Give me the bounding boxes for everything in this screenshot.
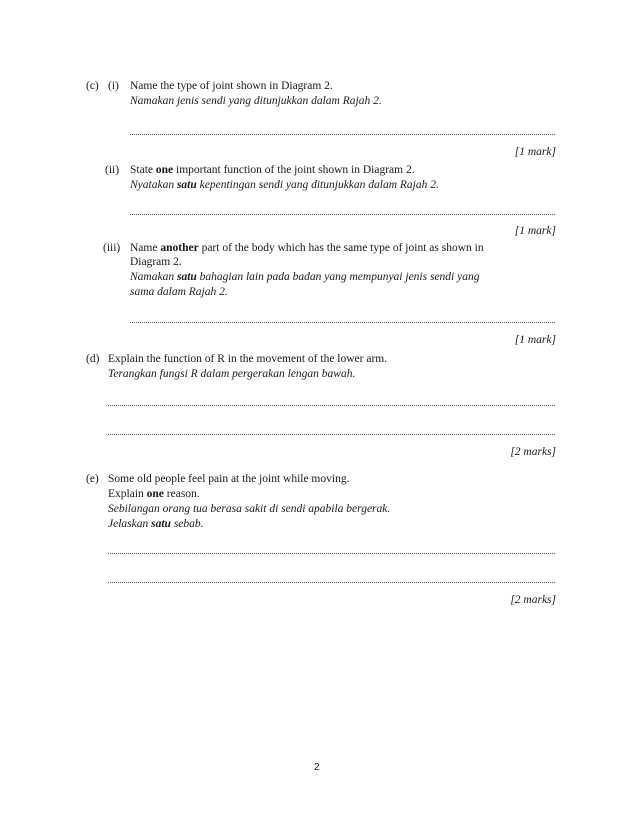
answer-line-c-i[interactable] <box>130 134 555 135</box>
question-e-english-1: Some old people feel pain at the joint while moving. <box>108 473 350 485</box>
question-c-i-malay: Namakan jenis sendi yang ditunjukkan dalam Rajah 2. <box>130 95 382 107</box>
part-d-label: (d) <box>86 353 100 365</box>
question-e-malay-1: Sebilangan orang tua berasa sakit di sendi apabila bergerak. <box>108 503 391 515</box>
answer-line-d-2[interactable] <box>108 434 555 435</box>
answer-line-c-ii[interactable] <box>130 214 555 215</box>
marks-c-i: [1 mark] <box>514 146 556 158</box>
marks-c-iii: [1 mark] <box>514 334 556 346</box>
marks-c-ii: [1 mark] <box>514 225 556 237</box>
part-c-label: (c) <box>86 80 99 92</box>
part-c-i-label: (i) <box>108 80 119 92</box>
answer-line-d-1[interactable] <box>108 405 555 406</box>
question-c-iii-malay-2: sama dalam Rajah 2. <box>130 286 228 298</box>
question-c-i-english: Name the type of joint shown in Diagram 2. <box>130 80 333 92</box>
question-c-ii-malay: Nyatakan satu kepentingan sendi yang ditunjukkan dalam Rajah 2. <box>130 179 439 191</box>
answer-line-e-2[interactable] <box>108 582 555 583</box>
page-number: 2 <box>314 762 320 773</box>
marks-d: [2 marks] <box>510 446 556 458</box>
question-c-iii-english-2: Diagram 2. <box>130 256 182 268</box>
question-e-malay-2: Jelaskan satu sebab. <box>108 518 204 530</box>
marks-e: [2 marks] <box>510 594 556 606</box>
question-c-iii-english-1: Name another part of the body which has the same type of joint as shown in <box>130 242 484 254</box>
part-e-label: (e) <box>86 473 99 485</box>
part-c-iii-label: (iii) <box>103 242 121 254</box>
question-d-english: Explain the function of R in the movement of the lower arm. <box>108 353 388 365</box>
part-c-ii-label: (ii) <box>105 164 120 176</box>
question-e-english-2: Explain one reason. <box>108 488 200 500</box>
answer-line-e-1[interactable] <box>108 553 555 554</box>
question-c-ii-english: State one important function of the joint shown in Diagram 2. <box>130 164 415 176</box>
answer-line-c-iii[interactable] <box>130 322 555 323</box>
question-c-iii-malay-1: Namakan satu bahagian lain pada badan yang mempunyai jenis sendi yang <box>130 271 480 283</box>
question-d-malay: Terangkan fungsi R dalam pergerakan lengan bawah. <box>108 368 356 380</box>
